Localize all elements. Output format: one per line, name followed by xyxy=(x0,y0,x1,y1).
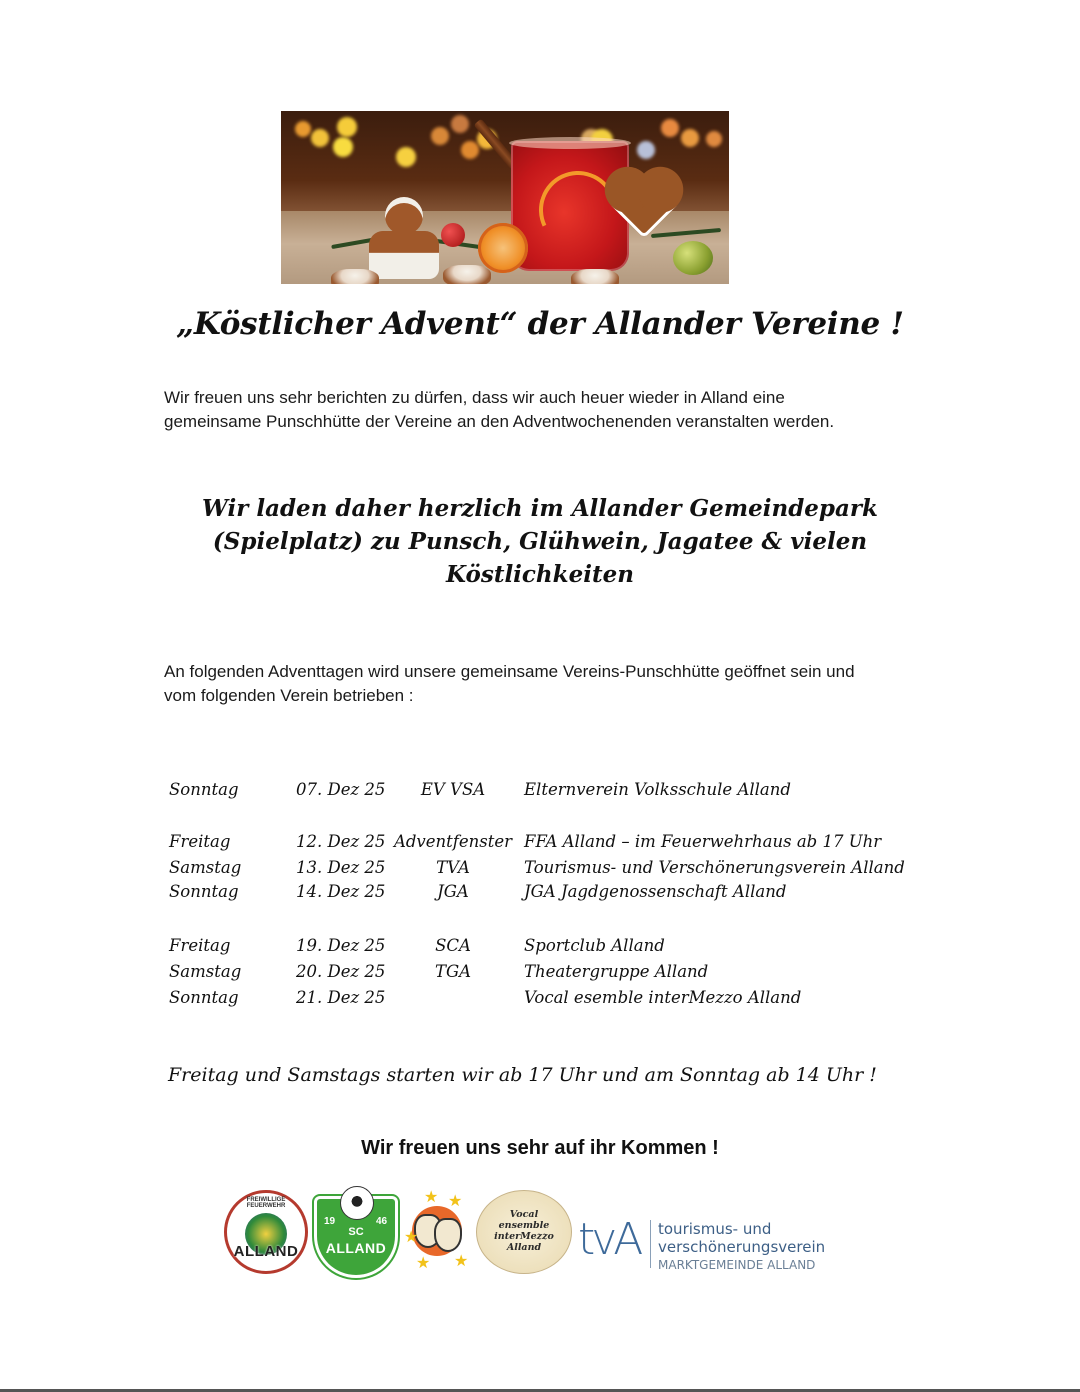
logo-vocal-ensemble-intermezzo xyxy=(476,1190,572,1274)
tva-line: MARKTGEMEINDE ALLAND xyxy=(658,1258,816,1272)
gingerbread-man-head xyxy=(385,197,423,235)
vocal-line: interMezzo xyxy=(494,1231,554,1242)
schedule-date: 21. Dez 25 xyxy=(296,988,386,1007)
intro-line: gemeinsame Punschhütte der Vereine an den Adventwochenenden veranstalten werden. xyxy=(164,412,835,431)
schedule-date: 14. Dez 25 xyxy=(296,882,386,901)
schedule-row xyxy=(0,858,1080,884)
tragedy-mask-icon xyxy=(434,1218,462,1252)
schedule-day: Freitag xyxy=(169,936,231,955)
schedule-club-name: JGA Jagdgenossenschaft Alland xyxy=(524,882,787,901)
vocal-line: ensemble xyxy=(498,1220,550,1231)
schedule-row xyxy=(0,832,1080,858)
tva-line: tourismus- und xyxy=(658,1220,772,1238)
logo-sc-alland xyxy=(314,1186,398,1278)
schedule-day: Samstag xyxy=(169,858,242,877)
schedule-day: Sonntag xyxy=(169,988,239,1007)
invitation-line: (Spielplatz) zu Punsch, Glühwein, Jagatee & vielen xyxy=(212,528,868,555)
sca-abbr: SC xyxy=(348,1226,364,1238)
intro-line: Wir freuen uns sehr berichten zu dürfen, dass wir auch heuer wieder in Alland eine xyxy=(164,388,785,407)
schedule-date: 07. Dez 25 xyxy=(296,780,386,799)
schedule-intro-line: An folgenden Adventtagen wird unsere gemeinsame Vereins-Punschhütte geöffnet sein und xyxy=(164,662,855,681)
schedule-club-code: Adventfenster xyxy=(393,832,513,851)
ffa-name: ALLAND xyxy=(233,1243,299,1260)
star-icon: ★ xyxy=(448,1193,463,1210)
schedule-date: 12. Dez 25 xyxy=(296,832,386,851)
glass-rim xyxy=(509,137,631,149)
schedule-row xyxy=(0,882,1080,908)
sca-year-left: 19 xyxy=(324,1216,336,1227)
logo-tourismus-verschoenerungsverein xyxy=(578,1212,838,1276)
schedule-day: Sonntag xyxy=(169,780,239,799)
schedule-date: 20. Dez 25 xyxy=(296,962,386,981)
logo-theatergruppe xyxy=(404,1190,470,1274)
tva-divider xyxy=(650,1220,651,1268)
ffa-arc-text: FREIWILLIGE FEUERWEHR xyxy=(246,1197,286,1209)
intro-paragraph xyxy=(164,386,924,434)
page-title: „Köstlicher Advent“ der Allander Vereine ! xyxy=(176,306,904,342)
opening-hours-text: Freitag und Samstags starten wir ab 17 Uhr und am Sonntag ab 14 Uhr ! xyxy=(168,1064,877,1086)
schedule-club-name: Vocal esemble interMezzo Alland xyxy=(524,988,802,1007)
schedule-club-name: Theatergruppe Alland xyxy=(524,962,709,981)
tva-mark: tvA xyxy=(578,1214,640,1265)
schedule-row xyxy=(0,936,1080,962)
star-cookie xyxy=(331,269,379,284)
vocal-logo-text xyxy=(477,1209,571,1253)
schedule-day: Sonntag xyxy=(169,882,239,901)
hero-image-mulled-punch xyxy=(281,111,729,284)
star-cookie xyxy=(443,265,491,284)
tva-line: verschönerungsverein xyxy=(658,1238,826,1256)
red-ornament xyxy=(441,223,465,247)
star-icon: ★ xyxy=(416,1255,431,1272)
schedule-day: Samstag xyxy=(169,962,242,981)
invitation-line: Köstlichkeiten xyxy=(446,561,634,588)
schedule-club-name: Sportclub Alland xyxy=(524,936,665,955)
invitation-heading xyxy=(160,492,920,591)
schedule-club-code: SCA xyxy=(435,936,471,955)
sca-year-right: 46 xyxy=(376,1216,388,1227)
logo-ffa-freiwillige-feuerwehr xyxy=(224,1190,308,1274)
vocal-line: Vocal xyxy=(509,1209,539,1220)
schedule-row xyxy=(0,962,1080,988)
gingerbread-man-body xyxy=(369,231,439,279)
schedule-intro-line: vom folgenden Verein betrieben : xyxy=(164,686,414,705)
invitation-line: Wir laden daher herzlich im Allander Gemeindepark xyxy=(202,495,878,522)
vocal-line: Alland xyxy=(506,1242,542,1253)
schedule-date: 19. Dez 25 xyxy=(296,936,386,955)
dried-orange-slice xyxy=(478,223,528,273)
schedule-club-name: Tourismus- und Verschönerungsverein Alland xyxy=(524,858,905,877)
star-icon: ★ xyxy=(454,1253,469,1270)
schedule-club-code: TGA xyxy=(434,962,472,981)
schedule-club-code: JGA xyxy=(437,882,469,901)
green-ornament xyxy=(673,241,713,275)
schedule-row xyxy=(0,988,1080,1014)
star-icon: ★ xyxy=(404,1229,419,1246)
schedule-club-code: EV VSA xyxy=(420,780,486,799)
soccer-ball-icon xyxy=(340,1186,374,1220)
closing-message: Wir freuen uns sehr auf ihr Kommen ! xyxy=(361,1137,719,1159)
schedule-club-name: Elternverein Volksschule Alland xyxy=(524,780,791,799)
star-icon: ★ xyxy=(424,1189,439,1206)
star-cookie xyxy=(571,269,619,284)
sca-name: ALLAND xyxy=(325,1240,387,1256)
schedule-row xyxy=(0,780,1080,806)
schedule-club-name: FFA Alland – im Feuerwehrhaus ab 17 Uhr xyxy=(524,832,882,851)
schedule-day: Freitag xyxy=(169,832,231,851)
schedule-club-code: TVA xyxy=(436,858,470,877)
schedule-date: 13. Dez 25 xyxy=(296,858,386,877)
schedule-intro-paragraph xyxy=(164,660,944,708)
